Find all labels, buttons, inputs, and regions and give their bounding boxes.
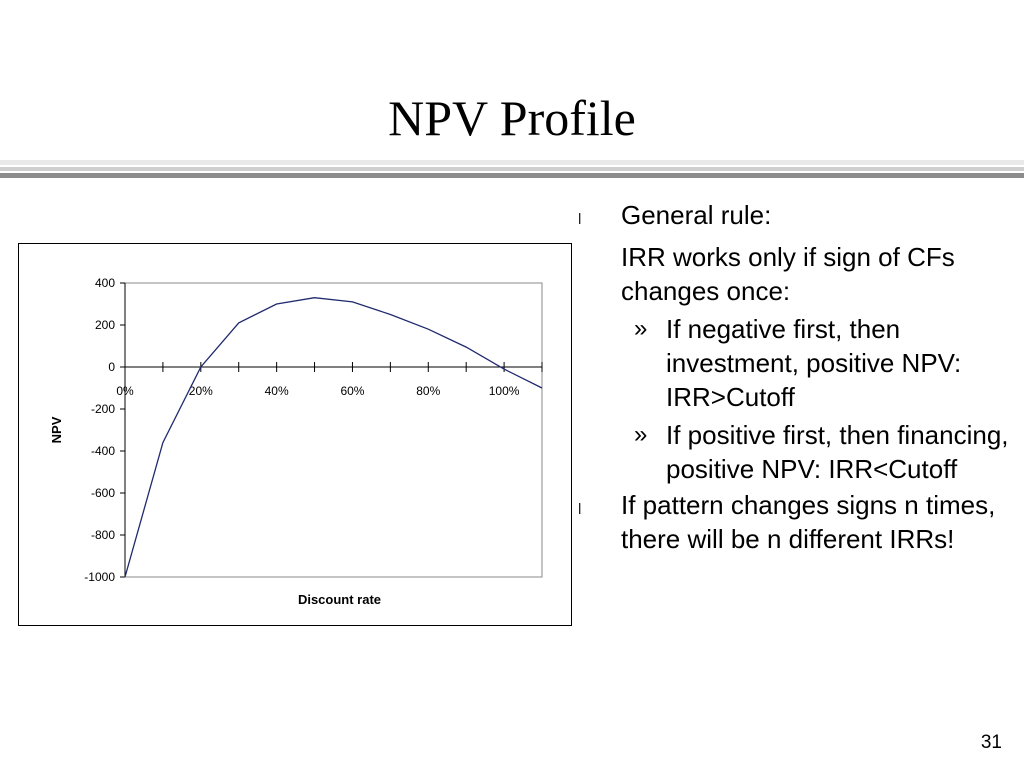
y-tick-label: -400: [90, 444, 115, 458]
title-divider: [0, 160, 1024, 178]
sub-bullet-marker: »: [634, 421, 648, 448]
sub-bullet-text: If negative first, then investment, positive NPV: IRR>Cutoff: [666, 314, 962, 412]
y-tick-label: 0: [108, 360, 115, 374]
x-tick-label: 40%: [264, 384, 289, 398]
sub-bullet-text: If positive first, then financing, positive NPV: IRR<Cutoff: [666, 420, 1009, 484]
x-axis-title: Discount rate: [297, 592, 382, 607]
x-tick-label: 20%: [188, 384, 213, 398]
sub-bullet-item: [578, 312, 1018, 414]
x-tick-label: 0%: [116, 384, 134, 398]
y-tick-label: -1000: [84, 570, 115, 584]
bullet-item-pattern: [578, 488, 1018, 556]
y-tick-label: 200: [94, 318, 115, 332]
bullet-marker: l: [578, 211, 582, 228]
npv-series-line: [125, 298, 542, 577]
page-number: 31: [980, 732, 1002, 753]
bullet-text: If pattern changes signs n times, there will be n different IRRs!: [621, 490, 996, 554]
bullet-marker: l: [578, 501, 582, 518]
x-tick-label: 100%: [488, 384, 520, 398]
y-axis-title: NPV: [49, 416, 64, 444]
bullet-text: IRR works only if sign of CFs changes once:: [621, 242, 955, 306]
bullet-item-general-rule: [578, 198, 1018, 308]
x-tick-label: 60%: [340, 384, 365, 398]
npv-chart-svg: [19, 244, 571, 625]
y-tick-label: -600: [90, 486, 115, 500]
y-tick-label: 400: [94, 276, 115, 290]
slide-title: NPV Profile: [388, 90, 636, 146]
bullet-list: [578, 198, 1018, 556]
x-tick-label: 80%: [416, 384, 441, 398]
sub-bullet-marker: »: [634, 315, 648, 342]
npv-chart: [18, 243, 572, 626]
plot-area: [125, 283, 542, 577]
bullet-text: General rule:: [621, 200, 772, 230]
y-tick-label: -800: [90, 528, 115, 542]
y-tick-label: -200: [90, 402, 115, 416]
sub-bullet-item: [578, 418, 1018, 486]
